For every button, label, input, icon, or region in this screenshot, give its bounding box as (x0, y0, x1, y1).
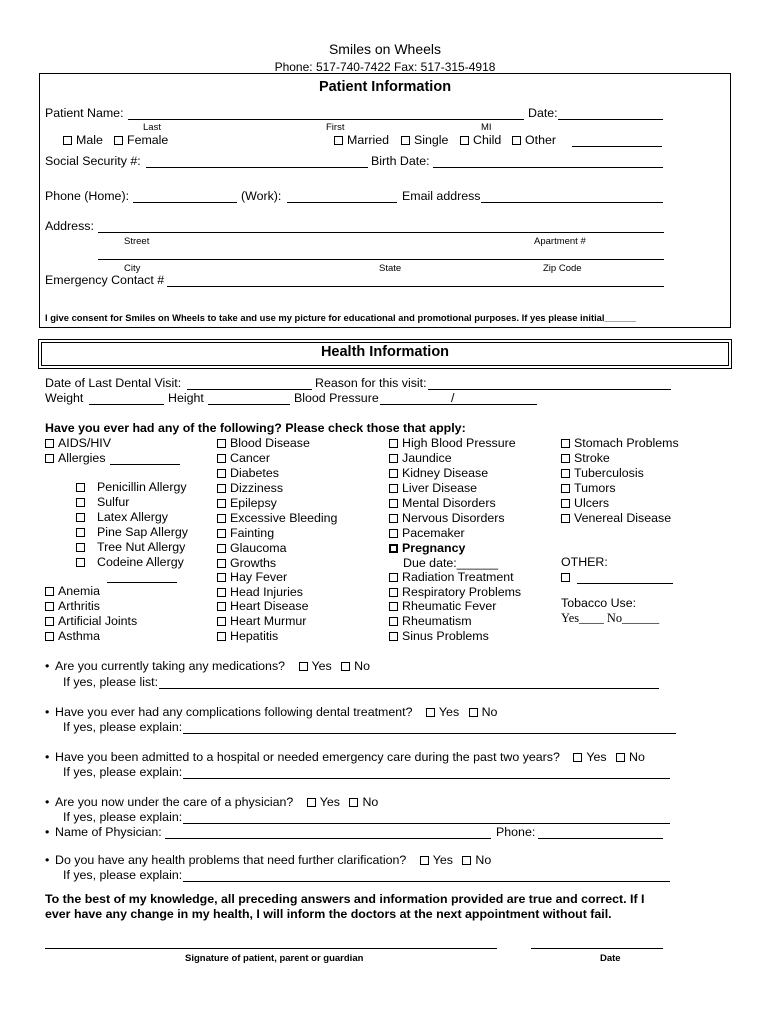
condition-jaundice[interactable] (389, 451, 452, 466)
checkbox-icon[interactable] (389, 617, 398, 626)
checkbox-icon[interactable] (217, 514, 226, 523)
bp-field[interactable] (380, 404, 537, 405)
condition-label: Pacemaker (402, 526, 465, 540)
condition-growths[interactable] (217, 556, 276, 571)
condition-sinus[interactable] (389, 629, 489, 644)
bp-label: Blood Pressure (294, 391, 379, 405)
condition-label: Head Injuries (230, 585, 304, 599)
condition-label: Mental Disorders (402, 496, 496, 510)
signature-date-field[interactable] (531, 948, 663, 949)
checkbox-icon[interactable] (341, 662, 350, 671)
health-info-title: Health Information (320, 344, 450, 360)
condition-pacemaker[interactable] (389, 526, 465, 541)
condition-label: Respiratory Problems (402, 585, 522, 599)
last-visit-label: Date of Last Dental Visit: (45, 376, 182, 390)
checkbox-icon[interactable] (561, 469, 570, 478)
condition-label: Arthritis (58, 599, 100, 613)
condition-fainting[interactable] (217, 526, 274, 541)
date-label: Date: (528, 106, 558, 120)
condition-glaucoma[interactable] (217, 541, 286, 556)
statement-line2: ever have any change in my health, I will inform the doctors at the next appointment without fail. (45, 907, 612, 921)
checkbox-icon[interactable] (217, 602, 226, 611)
sub-mi: MI (481, 122, 492, 133)
tobacco-label: Tobacco Use: (561, 596, 637, 610)
condition-label: Sinus Problems (402, 629, 489, 643)
height-label: Height (168, 391, 204, 405)
checkbox-icon[interactable] (217, 559, 226, 568)
sub-state: State (379, 263, 402, 274)
checkbox-icon[interactable] (45, 617, 54, 626)
checkbox-icon[interactable] (217, 632, 226, 641)
condition-venereal[interactable] (561, 511, 671, 526)
reason-label: Reason for this visit: (315, 376, 427, 390)
allergy-penicillin[interactable] (76, 480, 187, 495)
condition-label: Artificial Joints (58, 614, 138, 628)
condition-label: Allergies (58, 451, 106, 465)
allergy-sulfur[interactable] (76, 495, 129, 510)
condition-label: Dizziness (230, 481, 284, 495)
checkbox-icon[interactable] (616, 753, 625, 762)
condition-allergies[interactable] (45, 451, 106, 466)
no-option[interactable] (349, 795, 378, 809)
allergies-field[interactable] (110, 464, 180, 465)
condition-label: Nervous Disorders (402, 511, 505, 525)
condition-label: Growths (230, 556, 277, 570)
signature-label: Signature of patient, parent or guardian (185, 953, 364, 964)
yes-label: Yes (438, 705, 460, 719)
condition-label: Jaundice (402, 451, 452, 465)
email-field[interactable] (481, 202, 663, 203)
single-option[interactable] (401, 133, 448, 148)
phone-home-field[interactable] (133, 202, 237, 203)
other-option[interactable] (512, 133, 556, 148)
child-label: Child (473, 133, 502, 147)
question-medications (45, 659, 370, 674)
checkbox-icon[interactable] (76, 513, 85, 522)
condition-hay-fever[interactable] (217, 570, 287, 585)
sub-zip: Zip Code (543, 263, 582, 274)
condition-rheumatism[interactable] (389, 614, 472, 629)
condition-label: Rheumatic Fever (402, 599, 497, 613)
bullet-icon: • (45, 853, 50, 867)
last-visit-field[interactable] (187, 389, 312, 390)
condition-hepatitis[interactable] (217, 629, 278, 644)
signature-date-label: Date (600, 953, 621, 964)
medications-field[interactable] (159, 688, 659, 689)
email-label: Email address (402, 189, 481, 203)
birth-date-label: Birth Date: (371, 154, 430, 168)
checkbox-icon[interactable] (217, 544, 226, 553)
birth-date-field[interactable] (433, 167, 663, 168)
hospital-follow-label: If yes, please explain: (63, 765, 183, 779)
statement-line1: To the best of my knowledge, all preceding answers and information provided are true and correct. If I (45, 892, 645, 906)
practice-contact: Phone: 517-740-7422 Fax: 517-315-4918 (274, 60, 496, 74)
checkbox-icon[interactable] (76, 498, 85, 507)
conditions-question: Have you ever had any of the following? Please check those that apply: (45, 421, 466, 435)
allergy-label: Penicillin Allergy (97, 480, 187, 494)
condition-label: Fainting (230, 526, 275, 540)
other-condition-option[interactable] (561, 570, 574, 585)
due-date-label: Due date:______ (403, 556, 499, 570)
male-option[interactable] (63, 133, 103, 148)
condition-label: Pregnancy (402, 541, 466, 555)
checkbox-icon[interactable] (389, 544, 398, 553)
condition-label: Rheumatism (402, 614, 472, 628)
question-text: Do you have any health problems that need further clarification? (55, 853, 407, 867)
condition-stroke[interactable] (561, 451, 610, 466)
ssn-label: Social Security #: (45, 154, 141, 168)
checkbox-icon[interactable] (45, 587, 54, 596)
reason-field[interactable] (428, 389, 671, 390)
condition-blood-disease[interactable] (217, 436, 310, 451)
no-label: No (354, 659, 371, 673)
allergy-label: Tree Nut Allergy (97, 540, 186, 554)
checkbox-icon[interactable] (389, 514, 398, 523)
weight-label: Weight (45, 391, 84, 405)
yes-label: Yes (311, 659, 332, 673)
condition-radiation[interactable] (389, 570, 514, 585)
condition-label: High Blood Pressure (402, 436, 516, 450)
checkbox-icon[interactable] (76, 528, 85, 537)
question-physician (45, 795, 378, 810)
condition-heart-murmur[interactable] (217, 614, 306, 629)
question-text: Are you now under the care of a physician? (55, 795, 294, 809)
checkbox-icon[interactable] (217, 499, 226, 508)
patient-info-box (39, 73, 731, 328)
yes-option[interactable] (299, 659, 332, 673)
checkbox-icon[interactable] (76, 558, 85, 567)
hospital-field[interactable] (183, 778, 670, 779)
question-hospital (45, 750, 645, 765)
bullet-icon: • (45, 750, 50, 764)
clarification-follow-label: If yes, please explain: (63, 868, 183, 882)
checkbox-icon[interactable] (217, 469, 226, 478)
checkbox-icon[interactable] (114, 136, 123, 145)
other-condition-field[interactable] (577, 583, 673, 584)
allergy-label: Sulfur (97, 495, 130, 509)
child-option[interactable] (460, 133, 501, 148)
bp-slash: / (451, 391, 455, 405)
condition-dizziness[interactable] (217, 481, 283, 496)
checkbox-icon[interactable] (389, 439, 398, 448)
emergency-field[interactable] (167, 286, 664, 287)
consent-text: I give consent for Smiles on Wheels to take and use my picture for educational and promotional purposes. If yes please initial______ (45, 312, 636, 323)
checkbox-icon[interactable] (561, 484, 570, 493)
no-label: No (629, 750, 645, 764)
condition-label: Excessive Bleeding (230, 511, 338, 525)
condition-rheumatic-fever[interactable] (389, 599, 496, 614)
checkbox-icon[interactable] (561, 514, 570, 523)
checkbox-icon[interactable] (76, 483, 85, 492)
checkbox-icon[interactable] (45, 602, 54, 611)
checkbox-icon[interactable] (469, 708, 478, 717)
checkbox-icon[interactable] (217, 617, 226, 626)
condition-arthritis[interactable] (45, 599, 100, 614)
condition-artificial-joints[interactable] (45, 614, 137, 629)
condition-label: Kidney Disease (402, 466, 489, 480)
other-field[interactable] (572, 146, 662, 147)
emergency-label: Emergency Contact # (45, 273, 165, 287)
condition-label: Cancer (230, 451, 270, 465)
condition-label: Radiation Treatment (402, 570, 514, 584)
bullet-icon: • (45, 825, 50, 839)
condition-label: Glaucoma (230, 541, 287, 555)
single-label: Single (414, 133, 449, 147)
checkbox-icon[interactable] (561, 439, 570, 448)
checkbox-icon[interactable] (389, 499, 398, 508)
other-conditions-label: OTHER: (561, 555, 608, 569)
checkbox-icon[interactable] (45, 454, 54, 463)
condition-label: Stroke (574, 451, 610, 465)
checkbox-icon[interactable] (217, 439, 226, 448)
complications-field[interactable] (183, 733, 676, 734)
condition-label: Epilepsy (230, 496, 277, 510)
checkbox-icon[interactable] (561, 573, 570, 582)
clarification-field[interactable] (183, 881, 670, 882)
checkbox-icon[interactable] (389, 573, 398, 582)
checkbox-icon[interactable] (217, 573, 226, 582)
question-text: Have you ever had any complications following dental treatment? (55, 705, 413, 719)
question-clarification (45, 853, 491, 868)
yes-label: Yes (586, 750, 607, 764)
condition-epilepsy[interactable] (217, 496, 277, 511)
allergy-label: Codeine Allergy (97, 555, 184, 569)
condition-aids[interactable] (45, 436, 111, 451)
checkbox-icon[interactable] (217, 529, 226, 538)
bullet-icon: • (45, 659, 50, 673)
checkbox-icon[interactable] (307, 798, 316, 807)
no-label: No (362, 795, 379, 809)
medications-follow-label: If yes, please list: (63, 675, 159, 689)
condition-label: Blood Disease (230, 436, 310, 450)
yes-option[interactable] (573, 750, 606, 764)
condition-tumors[interactable] (561, 481, 616, 496)
date-field[interactable] (558, 119, 663, 120)
married-option[interactable] (334, 133, 389, 148)
work-field[interactable] (287, 202, 397, 203)
condition-mental-disorders[interactable] (389, 496, 496, 511)
condition-label: Liver Disease (402, 481, 478, 495)
physician-name-label: Name of Physician: (55, 825, 162, 839)
checkbox-icon[interactable] (561, 499, 570, 508)
checkbox-icon[interactable] (349, 798, 358, 807)
work-label: (Work): (241, 189, 282, 203)
checkbox-icon[interactable] (460, 136, 469, 145)
female-option[interactable] (114, 133, 168, 148)
physician-name-field[interactable] (165, 838, 491, 839)
question-complications (45, 705, 497, 720)
condition-label: Diabetes (230, 466, 279, 480)
no-label: No (475, 853, 492, 867)
condition-pregnancy[interactable] (389, 541, 465, 556)
physician-phone-field[interactable] (538, 838, 663, 839)
no-label: No (481, 705, 498, 719)
allergy-codeine[interactable] (76, 555, 184, 570)
condition-diabetes[interactable] (217, 466, 279, 481)
checkbox-icon[interactable] (389, 529, 398, 538)
checkbox-icon[interactable] (426, 708, 435, 717)
checkbox-icon[interactable] (389, 484, 398, 493)
condition-label: Venereal Disease (574, 511, 672, 525)
bullet-icon: • (45, 705, 50, 719)
yes-label: Yes (432, 853, 453, 867)
height-field[interactable] (208, 404, 290, 405)
address-label: Address: (45, 219, 94, 233)
checkbox-icon[interactable] (217, 454, 226, 463)
yes-option[interactable] (307, 795, 340, 809)
condition-heart-disease[interactable] (217, 599, 309, 614)
phone-home-label: Phone (Home): (45, 189, 130, 203)
checkbox-icon[interactable] (217, 484, 226, 493)
yes-label: Yes (319, 795, 340, 809)
checkbox-icon[interactable] (45, 439, 54, 448)
yes-option[interactable] (420, 853, 453, 867)
checkbox-icon[interactable] (462, 856, 471, 865)
city-state-zip-field[interactable] (98, 259, 664, 260)
allergy-latex[interactable] (76, 510, 168, 525)
condition-excessive-bleeding[interactable] (217, 511, 337, 526)
checkbox-icon[interactable] (76, 543, 85, 552)
no-option[interactable] (341, 659, 370, 673)
question-text: Are you currently taking any medications? (55, 659, 286, 673)
checkbox-icon[interactable] (573, 753, 582, 762)
allergy-label: Latex Allergy (97, 510, 168, 524)
checkbox-icon[interactable] (420, 856, 429, 865)
allergy-pine-sap[interactable] (76, 525, 188, 540)
physician-follow-label: If yes, please explain: (63, 810, 183, 824)
other-label: Other (525, 133, 556, 147)
condition-label: Anemia (58, 584, 101, 598)
practice-name: Smiles on Wheels (328, 41, 442, 57)
ssn-field[interactable] (146, 167, 368, 168)
bullet-icon: • (45, 795, 50, 809)
checkbox-icon[interactable] (299, 662, 308, 671)
no-option[interactable] (462, 853, 491, 867)
checkbox-icon[interactable] (561, 454, 570, 463)
checkbox-icon[interactable] (63, 136, 72, 145)
question-text: Have you been admitted to a hospital or needed emergency care during the past two years? (55, 750, 560, 764)
condition-label: Asthma (58, 629, 101, 643)
condition-cancer[interactable] (217, 451, 270, 466)
checkbox-icon[interactable] (389, 454, 398, 463)
condition-asthma[interactable] (45, 629, 100, 644)
physician-phone-label: Phone: (496, 825, 536, 839)
checkbox-icon[interactable] (389, 632, 398, 641)
sub-last: Last (143, 122, 161, 133)
no-option[interactable] (616, 750, 645, 764)
checkbox-icon[interactable] (334, 136, 343, 145)
sub-city: City (124, 263, 141, 274)
condition-head-injuries[interactable] (217, 585, 303, 600)
condition-stomach[interactable] (561, 436, 679, 451)
checkbox-icon[interactable] (389, 588, 398, 597)
condition-label: Stomach Problems (574, 436, 679, 450)
patient-info-title: Patient Information (318, 79, 452, 95)
male-label: Male (76, 133, 103, 147)
physician-name-row (45, 825, 162, 840)
condition-ulcers[interactable] (561, 496, 609, 511)
signature-field[interactable] (45, 948, 497, 949)
yes-option[interactable] (426, 705, 459, 719)
checkbox-icon[interactable] (401, 136, 410, 145)
sub-first: First (326, 122, 345, 133)
no-option[interactable] (469, 705, 498, 719)
condition-liver-disease[interactable] (389, 481, 477, 496)
condition-high-blood-pressure[interactable] (389, 436, 516, 451)
condition-tuberculosis[interactable] (561, 466, 644, 481)
condition-label: Ulcers (574, 496, 610, 510)
weight-field[interactable] (89, 404, 164, 405)
physician-explain-field[interactable] (183, 823, 670, 824)
allergy-other-field[interactable] (107, 582, 177, 583)
condition-nervous-disorders[interactable] (389, 511, 505, 526)
condition-label: Hepatitis (230, 629, 279, 643)
patient-name-label: Patient Name: (45, 106, 124, 120)
condition-anemia[interactable] (45, 584, 100, 599)
allergy-label: Pine Sap Allergy (97, 525, 188, 539)
condition-label: AIDS/HIV (58, 436, 112, 450)
checkbox-icon[interactable] (45, 632, 54, 641)
condition-label: Tumors (574, 481, 616, 495)
condition-kidney-disease[interactable] (389, 466, 488, 481)
condition-label: Heart Disease (230, 599, 309, 613)
condition-label: Heart Murmur (230, 614, 307, 628)
condition-label: Hay Fever (230, 570, 288, 584)
female-label: Female (127, 133, 169, 147)
sub-apartment: Apartment # (534, 236, 586, 247)
sub-street: Street (124, 236, 150, 247)
street-field[interactable] (98, 232, 664, 233)
married-label: Married (347, 133, 389, 147)
condition-label: Tuberculosis (574, 466, 644, 480)
checkbox-icon[interactable] (217, 588, 226, 597)
tobacco-options[interactable]: Yes____ No______ (561, 611, 660, 625)
complications-follow-label: If yes, please explain: (63, 720, 183, 734)
checkbox-icon[interactable] (512, 136, 521, 145)
checkbox-icon[interactable] (389, 602, 398, 611)
allergy-tree-nut[interactable] (76, 540, 185, 555)
condition-respiratory[interactable] (389, 585, 521, 600)
checkbox-icon[interactable] (389, 469, 398, 478)
